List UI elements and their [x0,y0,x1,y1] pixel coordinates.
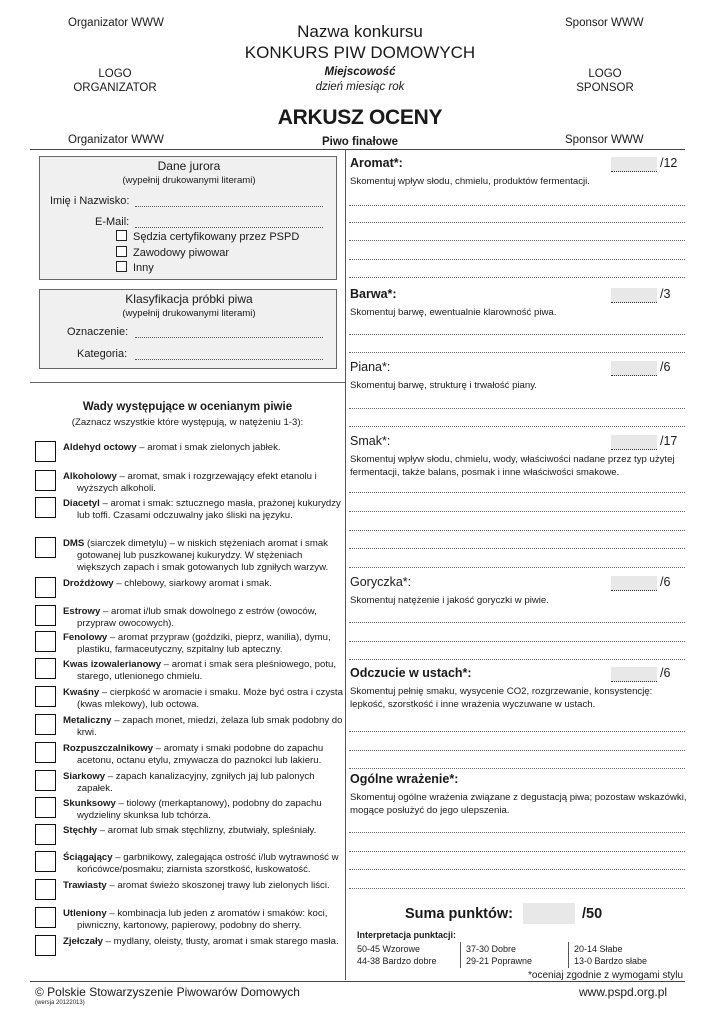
comment-line[interactable] [349,832,685,833]
criterion-label: Goryczka*: [350,575,412,589]
defect-description: – aromat i smak zielonych jabłek. [136,442,281,453]
criterion-max-score: /12 [660,156,678,170]
defect-checkbox[interactable] [35,537,56,558]
defect-checkbox[interactable] [35,441,56,462]
version: (wersja 20122013) [35,1000,85,1006]
criterion-score-field[interactable] [611,288,657,303]
criterion-description: Skomentuj wpływ słodu, chmielu, wody, właściwości nadane przez typ użytej fermentacji, także balans, posmak i inne właściwości smakowe. [350,454,675,478]
contest-name: Nazwa konkursu [297,22,423,41]
contest-subtitle: KONKURS PIW DOMOWYCH [244,43,476,62]
interp-range: 44-38 Bardzo dobre [357,956,437,966]
criterion-max-score: /6 [660,666,671,680]
defect-item [63,498,345,522]
total-field[interactable] [523,903,575,924]
juror-panel [39,156,337,280]
defect-name: Stęchły [63,825,98,836]
defect-item [63,538,345,575]
defect-item [63,825,345,837]
comment-line[interactable] [349,205,685,206]
defect-checkbox[interactable] [35,686,56,707]
defect-name: Diacetyl [63,498,100,509]
location: Miejscowość [324,66,396,78]
defects-title: Wady występujące w ocenianym piwie [82,401,293,413]
defect-checkbox[interactable] [35,631,56,652]
checkbox[interactable] [116,246,127,257]
interp-title: Interpretacja punktacji: [357,930,457,940]
defect-item [63,715,345,739]
defect-name: Skunksowy [63,798,116,809]
website[interactable]: www.pspd.org.pl [579,985,668,999]
criterion-description: Skomentuj barwę, ewentualnie klarowność piwa. [350,307,557,318]
defect-description: – zapach monet, miedzi, żelaza lub smak podobny do krwi. [77,715,343,739]
total-label: Suma punktów: [405,906,513,922]
defect-description: – tiolowy (merkaptanowy), podobny do zapachu wydzieliny skunksa lub tchórza. [77,798,322,822]
comment-line[interactable] [349,851,685,852]
logo-sponsor-line2: SPONSOR [576,82,634,94]
defect-item [63,908,345,932]
defect-description: – aromat i smak: sztucznego masła, prażonej kukurydzy lub toffi. Czasami odczuwalny jako śliski na języku. [77,498,341,522]
defect-checkbox[interactable] [35,470,56,491]
juror-option-professional[interactable] [116,246,299,262]
form-title: ARKUSZ OCENY [277,106,443,129]
criterion-description: Skomentuj natężenie i jakość goryczki w piwie. [350,595,549,606]
defect-name: Zjełczały [63,936,103,947]
comment-line[interactable] [349,240,685,241]
defect-description: – aromat przypraw (goździki, pieprz, wanilia), dymu, plastiku, farmaceutyczny, szpitalny lub apteczny. [77,632,331,656]
criterion-label: Odczucie w ustach*: [350,666,472,680]
comment-line[interactable] [349,426,685,427]
interp-col-2 [466,943,532,967]
criterion-label: Smak*: [350,434,391,448]
defect-name: DMS [63,538,85,549]
defect-item [63,687,345,711]
comment-line[interactable] [349,222,685,223]
defect-name: Metaliczny [63,715,112,726]
defect-description: – aromat i smak sera pleśniowego, potu, starego, utlenionego chmielu. [77,659,337,683]
beer-category: Piwo finałowe [321,136,399,148]
defect-item [63,578,345,590]
interp-range: 13-0 Bardzo słabe [574,956,648,966]
organizer-top: Organizator WWW [68,17,164,29]
checkbox[interactable] [116,230,127,241]
comment-line[interactable] [349,259,685,260]
defect-checkbox[interactable] [35,714,56,735]
comment-line[interactable] [349,750,685,751]
defect-item [63,659,345,683]
left-section-divider [30,382,345,383]
defect-description: – aromat i/lub smak dowolnego z estrów (owoców, przypraw owocowych). [77,606,317,630]
defect-checkbox[interactable] [35,824,56,845]
sample-hint: (wypełnij drukowanymi literami) [122,308,256,319]
sample-title: Klasyfikacja próbki piwa [125,292,253,306]
defect-description: – cierpkość w aromacie i smaku. Może być ostra i czysta (kwas mlekowy), lub octowa. [77,687,343,711]
juror-option-certified[interactable] [116,230,299,246]
juror-option-other[interactable] [116,261,299,277]
defect-item [63,798,345,822]
interp-range: 20-14 Słabe [574,944,623,954]
juror-email-label: E-Mail: [95,216,130,228]
defect-description: – aromaty i smaki podobne do zapachu acetonu, octanu etylu, zmywacza do paznokci lub lakieru. [77,743,324,767]
defect-description: – aromat świeżo skoszonej trawy lub zielonych liści. [106,880,330,891]
juror-title: Dane jurora [157,159,221,173]
juror-options [116,230,299,277]
criterion-label: Aromat*: [350,156,403,170]
defect-item [63,442,345,454]
juror-name-field[interactable] [135,206,323,207]
defect-item [63,852,345,876]
defect-checkbox[interactable] [35,935,56,956]
defect-item [63,743,345,767]
sponsor-bottom: Sponsor WWW [565,134,644,146]
defect-item [63,771,345,795]
defect-name: Drożdżowy [63,578,114,589]
criterion-score-field[interactable] [611,157,657,172]
footer-divider [30,981,685,982]
sample-category-field[interactable] [135,359,323,360]
comment-line[interactable] [349,641,685,642]
logo-organizer-line2: ORGANIZATOR [73,82,157,94]
defect-item [63,632,345,656]
defect-checkbox[interactable] [35,907,56,928]
juror-option-professional-label: Zawodowy piwowar [133,246,229,259]
juror-option-certified-label: Sędzia certyfikowany przez PSPD [133,231,300,243]
date: dzień miesiąc rok [315,81,405,93]
defect-name: Fenolowy [63,632,108,643]
comment-line[interactable] [349,352,685,353]
defect-checkbox[interactable] [35,605,56,626]
comment-line[interactable] [349,869,685,870]
criterion-label: Barwa*: [350,287,397,301]
criterion-score-field[interactable] [611,576,657,591]
sample-id-field[interactable] [135,337,323,338]
defect-name: Kwaśny [63,687,100,698]
juror-email-field[interactable] [135,227,323,228]
defect-description: (siarczek dimetylu) – w niskich stężeniach aromat i smak gotowanej lub puszkowanej kukurydzy. W stężeniach większych zapach i smak gotowanych lub zgniłych warzyw. [77,538,329,574]
comment-line[interactable] [349,530,685,531]
defect-description: – aromat lub smak stęchlizny, zbutwiały, spleśniały. [97,825,317,836]
criterion-description: Skomentuj wpływ słodu, chmielu, produktów fermentacji. [350,176,590,187]
defect-checkbox[interactable] [35,497,56,518]
criterion-label: Ogólne wrażenie*: [350,772,459,786]
comment-line[interactable] [349,548,685,549]
comment-line[interactable] [349,408,685,409]
defect-checkbox[interactable] [35,742,56,763]
defect-checkbox[interactable] [35,851,56,872]
defect-item [63,880,345,892]
defect-name: Utleniony [63,908,107,919]
criterion-score-field[interactable] [611,667,657,682]
defect-name: Siarkowy [63,771,106,782]
defect-name: Trawiasty [63,880,107,891]
sample-id-label: Oznaczenie: [67,326,129,338]
checkbox[interactable] [116,261,127,272]
interp-range: 29-21 Poprawne [466,956,533,966]
interp-divider [568,942,569,968]
logo-sponsor-line1: LOGO [588,68,622,80]
juror-name-label: Imię i Nazwisko: [50,195,130,207]
criterion-max-score: /6 [660,575,671,589]
defect-checkbox[interactable] [35,797,56,818]
comment-line[interactable] [349,768,685,769]
criterion-max-score: /17 [660,434,678,448]
defect-name: Alkoholowy [63,471,117,482]
comment-line[interactable] [349,622,685,623]
defect-description: – zapach kanalizacyjny, zgniłych jaj lub palonych zapałek. [77,771,315,795]
organizer-bottom: Organizator WWW [68,134,164,146]
sample-panel [39,289,337,369]
defect-item [63,606,345,630]
defects-hint: (Zaznacz wszystkie które występują, w natężeniu 1-3): [71,417,304,428]
defect-name: Rozpuszczalnikowy [63,743,154,754]
criterion-description: Skomentuj barwę, strukturę i trwałość piany. [350,380,537,391]
defect-description: – aromat, smak i rozgrzewający efekt etanolu i wyższych alkoholi. [77,471,317,495]
defect-description: – mydlany, oleisty, tłusty, aromat i smak starego masła. [103,936,339,947]
defect-checkbox[interactable] [35,879,56,900]
criterion-max-score: /6 [660,360,671,374]
defect-description: – garbnikowy, zalegająca ostrość i/lub wytrawność w końcówce/posmaku; ziarnista szorstkość, łuskowatość. [77,852,339,876]
comment-line[interactable] [349,277,685,278]
footnote: *oceniaj zgodnie z wymogami stylu [528,970,684,981]
criterion-score-field[interactable] [611,435,657,450]
defect-name: Estrowy [63,606,101,617]
header-divider [30,149,685,150]
defect-item [63,471,345,495]
defect-checkbox[interactable] [35,577,56,598]
interp-divider [460,942,461,968]
defect-description: – kombinacja lub jeden z aromatów i smaków: koci, piwniczny, kartonowy, papierowy, podobny do sherry. [77,908,328,932]
criterion-max-score: /3 [660,287,671,301]
logo-organizer-line1: LOGO [98,68,132,80]
interp-range: 37-30 Dobre [466,944,517,954]
column-divider [345,149,346,980]
criterion-description: Skomentuj ogólne wrażenia związane z degustacją piwa; pozostaw wskazówki, mogące posłużyć do jego ulepszenia. [350,792,687,816]
comment-line[interactable] [349,567,685,568]
criterion-description: Skomentuj pełnię smaku, wysycenie CO2, rozgrzewanie, konsystencję: lepkość, szorstkość i inne wrażenia wyczuwane w ustach. [350,686,653,710]
defect-name: Kwas izowalerianowy [63,659,162,670]
defect-checkbox[interactable] [35,770,56,791]
defect-name: Aldehyd octowy [63,442,137,453]
comment-line[interactable] [349,334,685,335]
comment-line[interactable] [349,659,685,660]
defect-description: – chlebowy, siarkowy aromat i smak. [113,578,272,589]
juror-hint: (wypełnij drukowanymi literami) [122,175,256,186]
comment-line[interactable] [349,888,685,889]
comment-line[interactable] [349,492,685,493]
defect-name: Ściągający [63,852,113,863]
copyright: © Polskie Stowarzyszenie Piwowarów Domowych [35,985,300,999]
sponsor-top: Sponsor WWW [565,17,644,29]
interp-range: 50-45 Wzorowe [357,944,421,954]
juror-option-other-label: Inny [133,262,154,274]
defect-item [63,936,345,948]
comment-line[interactable] [349,731,685,732]
criterion-label: Piana*: [350,360,391,374]
logo-organizer [55,68,175,94]
defect-checkbox[interactable] [35,658,56,679]
total-max: /50 [582,906,603,922]
interp-col-1 [357,943,437,967]
interp-col-3 [574,943,647,967]
comment-line[interactable] [349,511,685,512]
criterion-score-field[interactable] [611,361,657,376]
sample-category-label: Kategoria: [77,348,128,360]
logo-sponsor [545,68,665,94]
